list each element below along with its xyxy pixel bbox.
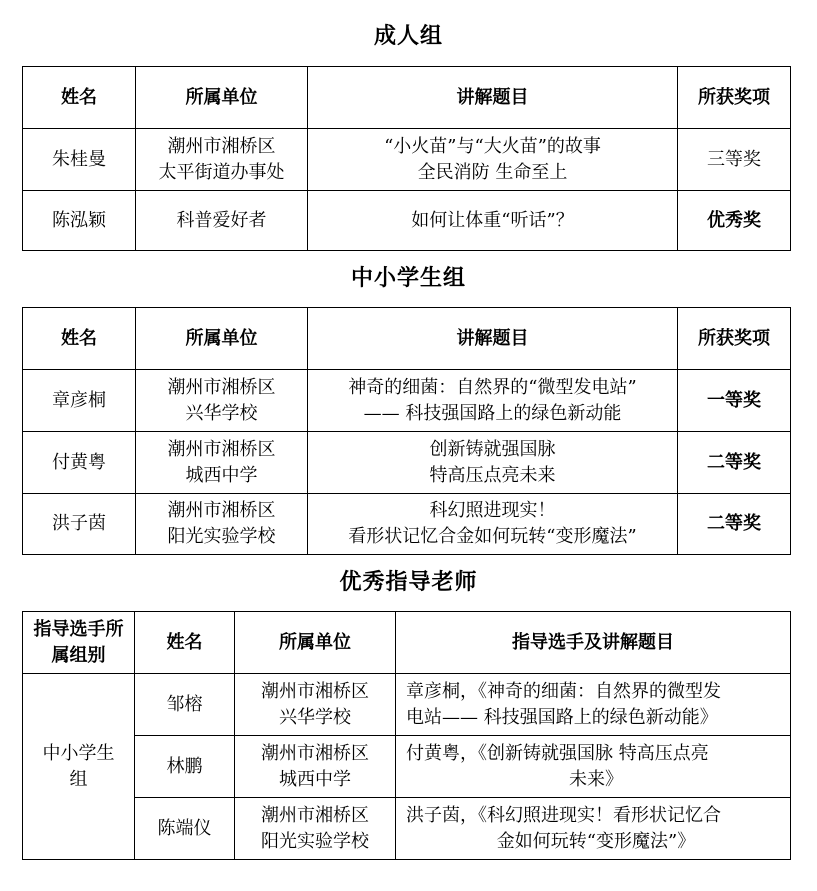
adult-table: [22, 66, 791, 251]
teacher-unit: 潮州市湘桥区 阳光实验学校: [235, 798, 396, 860]
participant-award: 一等奖: [678, 370, 791, 432]
participant-name: 洪子茵: [23, 494, 136, 555]
header-award: 所获奖项: [678, 67, 791, 129]
participant-unit: 潮州市湘桥区 阳光实验学校: [136, 494, 308, 555]
header-name: 姓名: [23, 67, 136, 129]
table-row: [23, 736, 791, 798]
section-title-adult: 成人组: [373, 24, 443, 49]
participant-topic: 如何让体重“听话”？: [308, 191, 678, 251]
header-unit: 所属单位: [136, 308, 308, 370]
header-name: 姓名: [135, 612, 235, 674]
header-group: 指导选手所属组别: [23, 612, 135, 674]
participant-unit: 潮州市湘桥区 城西中学: [136, 432, 308, 494]
teacher-desc: 付黄粤，《创新铸就强国脉 特高压点亮 未来》: [396, 736, 791, 798]
header-name: 姓名: [23, 308, 136, 370]
header-award: 所获奖项: [678, 308, 791, 370]
header-unit: 所属单位: [136, 67, 308, 129]
header-topic: 讲解题目: [308, 67, 678, 129]
header-topic: 讲解题目: [308, 308, 678, 370]
participant-award: 二等奖: [678, 432, 791, 494]
participant-topic: 神奇的细菌：自然界的“微型发电站” —— 科技强国路上的绿色新动能: [308, 370, 678, 432]
teacher-name: 邹榕: [135, 674, 235, 736]
participant-name: 陈泓颖: [23, 191, 136, 251]
participant-name: 朱桂曼: [23, 129, 136, 191]
teacher-unit: 潮州市湘桥区 城西中学: [235, 736, 396, 798]
participant-topic: 创新铸就强国脉 特高压点亮未来: [308, 432, 678, 494]
participant-topic: 科幻照进现实！ 看形状记忆合金如何玩转“变形魔法”: [308, 494, 678, 555]
table-row: [23, 370, 791, 432]
header-unit: 所属单位: [235, 612, 396, 674]
participant-unit: 潮州市湘桥区 太平街道办事处: [136, 129, 308, 191]
table-row: [23, 674, 791, 736]
participant-award: 优秀奖: [678, 191, 791, 251]
participant-name: 章彦桐: [23, 370, 136, 432]
teacher-desc: 洪子茵，《科幻照进现实！看形状记忆合 金如何玩转“变形魔法”》: [396, 798, 791, 860]
participant-unit: 潮州市湘桥区 兴华学校: [136, 370, 308, 432]
teacher-table: [22, 611, 791, 860]
table-row: [23, 798, 791, 860]
section-title-teacher: 优秀指导老师: [339, 570, 478, 595]
table-row: [23, 432, 791, 494]
teacher-unit: 潮州市湘桥区 兴华学校: [235, 674, 396, 736]
table-row: [23, 129, 791, 191]
section-title-student: 中小学生组: [350, 266, 466, 291]
student-table: [22, 307, 791, 555]
header-desc: 指导选手及讲解题目: [396, 612, 791, 674]
participant-name: 付黄粤: [23, 432, 136, 494]
table-row: [23, 191, 791, 251]
teacher-name: 林鹏: [135, 736, 235, 798]
participant-topic: “小火苗”与“大火苗”的故事 全民消防 生命至上: [308, 129, 678, 191]
participant-unit: 科普爱好者: [136, 191, 308, 251]
participant-award: 三等奖: [678, 129, 791, 191]
teacher-name: 陈端仪: [135, 798, 235, 860]
teacher-group: 中小学生 组: [23, 674, 135, 860]
participant-award: 二等奖: [678, 494, 791, 555]
teacher-desc: 章彦桐，《神奇的细菌：自然界的微型发 电站—— 科技强国路上的绿色新动能》: [396, 674, 791, 736]
table-row: [23, 494, 791, 555]
